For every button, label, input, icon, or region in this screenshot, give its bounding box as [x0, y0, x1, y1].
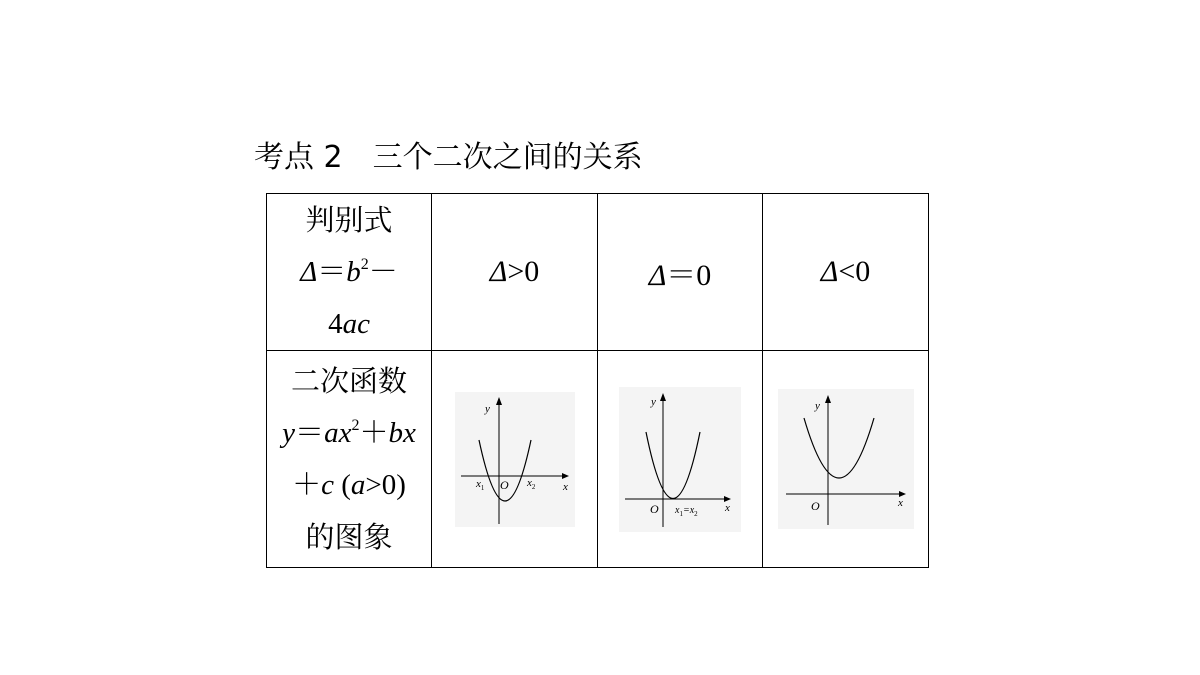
graph-no-root-cell — [763, 351, 929, 568]
function-formula-line2: ＋c (a>0) — [292, 469, 406, 501]
parabola-two-roots-graph — [455, 392, 575, 527]
x-label: x — [562, 480, 568, 493]
function-header-cell — [267, 351, 432, 568]
discriminant-row — [267, 194, 929, 351]
function-label: 二次函数 — [290, 364, 407, 398]
origin-label: O — [650, 501, 659, 516]
parabola-one-root-graph — [619, 387, 741, 532]
parabola-no-root-graph — [778, 389, 914, 529]
root-x1-label: $x_1$ — [475, 477, 484, 492]
origin-label: O — [810, 499, 820, 513]
origin-label: O — [499, 477, 509, 492]
y-label: y — [651, 395, 656, 408]
function-formula-line1: $y=ax^2+bx$ — [282, 417, 416, 449]
condition-zero-cell: Δ＝0 — [598, 194, 763, 351]
condition-positive-cell: Δ>0 — [432, 194, 598, 351]
function-label-graph: 的图象 — [305, 520, 393, 554]
x-label: x — [897, 497, 903, 509]
x-label: x — [725, 501, 730, 514]
graph-one-root-cell — [598, 351, 763, 568]
quadratic-relations-table — [266, 193, 929, 568]
discriminant-formula-line1: $\Delta=b^2-$ — [300, 256, 398, 288]
graph-row — [267, 351, 929, 568]
graph-background — [455, 392, 575, 527]
y-label: y — [814, 400, 820, 412]
graph-two-roots-cell — [432, 351, 598, 568]
discriminant-formula-line2: 4ac — [328, 308, 370, 340]
condition-negative-cell: Δ<0 — [763, 194, 929, 351]
discriminant-header-cell — [267, 194, 432, 351]
double-root-label: $x_1=x_2$ — [675, 504, 698, 518]
y-label: y — [484, 402, 490, 415]
graph-background — [778, 389, 914, 529]
discriminant-label: 判别式 — [305, 203, 393, 237]
section-title: 考点 2 三个二次之间的关系 — [254, 140, 643, 175]
root-x2-label: $x_2$ — [526, 476, 535, 491]
